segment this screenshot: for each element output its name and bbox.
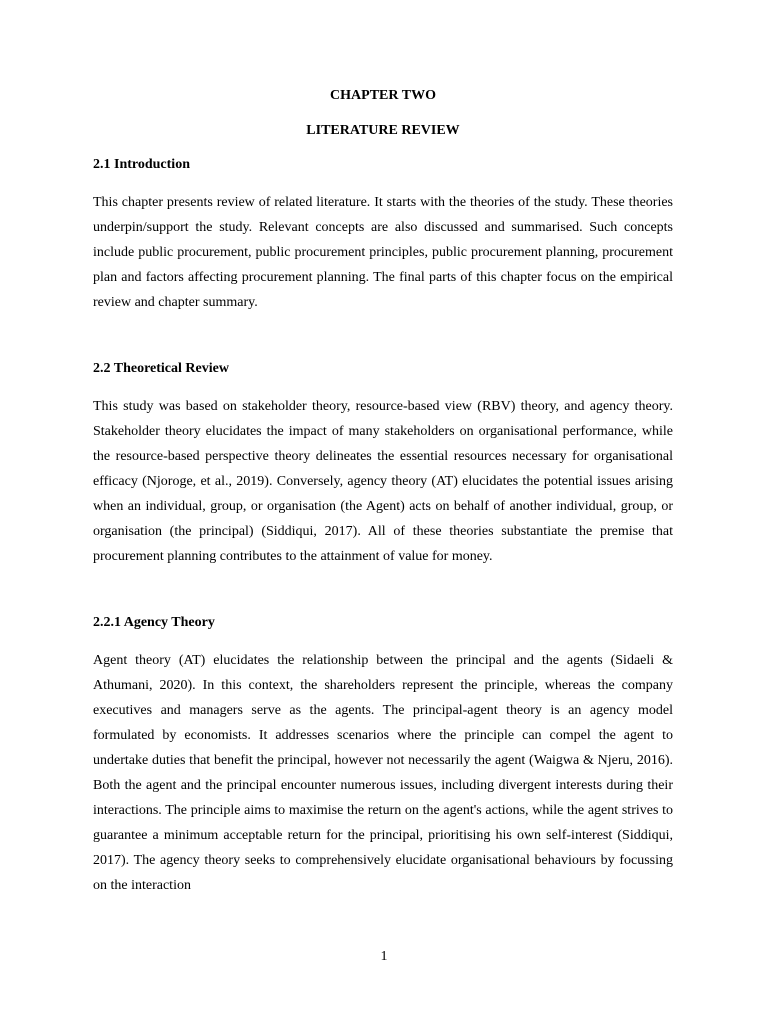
- section-heading-agency-theory: 2.2.1 Agency Theory: [93, 615, 215, 630]
- page-content: [93, 87, 673, 898]
- section-heading-introduction: 2.1 Introduction: [93, 157, 190, 172]
- page-number: 1: [380, 949, 388, 964]
- chapter-title: CHAPTER TWO: [330, 88, 436, 103]
- section-spacer: [93, 569, 673, 614]
- chapter-subtitle: LITERATURE REVIEW: [306, 123, 460, 138]
- paragraph-agency-theory: Agent theory (AT) elucidates the relationship between the principal and the agents (Sidaeli & Athumani, 2020). In this context, the shareholders represent the principle, whereas the company executives and managers serve as the agents. The principal-agent theory is an agency model formulated by economists. It addresses scenarios where the principle can compel the agent to undertake duties that benefit the principal, however not necessarily the agent (Waigwa & Njeru, 2016). Both the agent and the principal encounter numerous issues, including divergent interests during their interactions. The principle aims to maximise the return on the agent's actions, while the agent strives to guarantee a minimum acceptable return for the principal, prioritising his own self-interest (Siddiqui, 2017). The agency theory seeks to comprehensively elucidate organisational behaviours by focussing on the interaction: [93, 653, 673, 893]
- section-spacer: [93, 315, 673, 360]
- section-heading-theoretical-review: 2.2 Theoretical Review: [93, 361, 229, 376]
- paragraph-theoretical-review: This study was based on stakeholder theory, resource-based view (RBV) theory, and agency theory. Stakeholder theory elucidates the impact of many stakeholders on organisational performance, while the resource-based perspective theory delineates the essential resources necessary for organisational efficacy (Njoroge, et al., 2019). Conversely, agency theory (AT) elucidates the potential issues arising when an individual, group, or organisation (the Agent) acts on behalf of another individual, group, or organisation (the principal) (Siddiqui, 2017). All of these theories substantiate the premise that procurement planning contributes to the attainment of value for money.: [93, 399, 673, 564]
- paragraph-introduction: This chapter presents review of related literature. It starts with the theories of the study. These theories underpin/support the study. Relevant concepts are also discussed and summarised. Such concepts include public procurement, public procurement principles, public procurement planning, procurement plan and factors affecting procurement planning. The final parts of this chapter focus on the empirical review and chapter summary.: [93, 195, 673, 310]
